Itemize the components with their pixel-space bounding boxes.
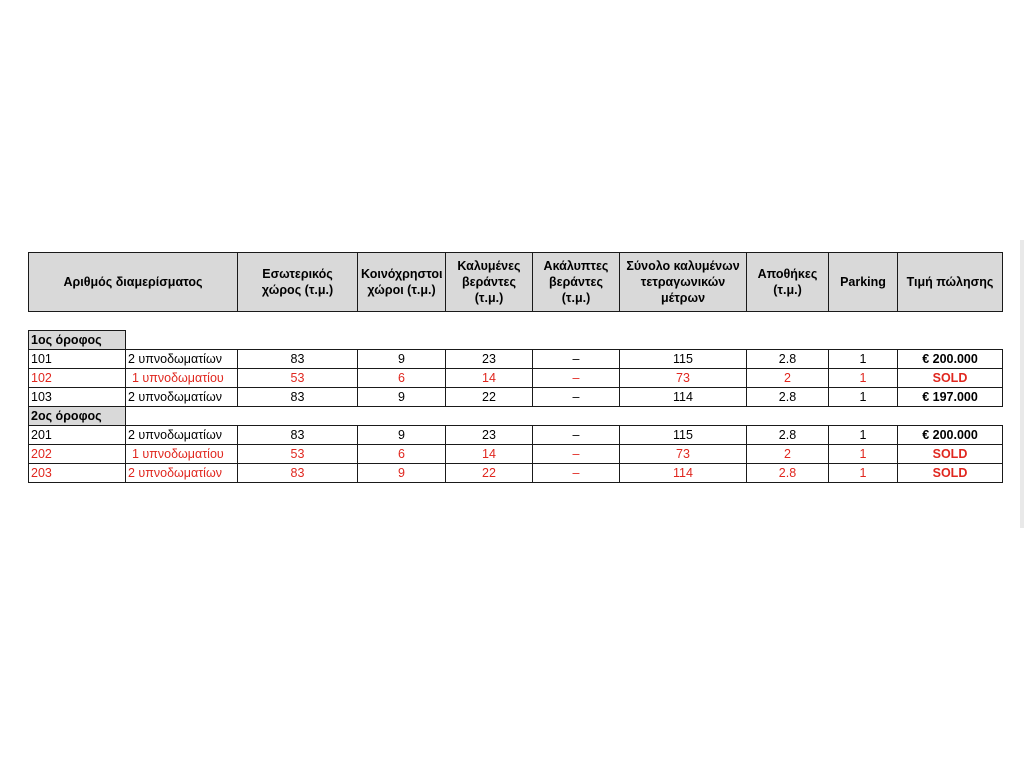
sale-price-cell: SOLD [898,445,1003,464]
parking-count-cell: 1 [829,388,898,407]
floor-label: 1ος όροφος [29,331,126,350]
floor-label: 2ος όροφος [29,407,126,426]
sale-price-cell: SOLD [898,464,1003,483]
header-total-covered: Σύνολο καλυμένων τετραγωνικών μέτρων [620,253,747,312]
apartment-number-cell: 102 [29,369,126,388]
open-veranda-cell: – [533,464,620,483]
table-header-row [29,253,1003,312]
storage-area-cell: 2.8 [747,426,829,445]
common-area-cell: 9 [358,464,446,483]
table-row [29,350,1003,369]
apartment-type-cell: 1 υπνοδωματίου [126,369,238,388]
table-row [29,464,1003,483]
interior-area-cell: 53 [238,369,358,388]
header-apartment-no: Αριθμός διαμερίσματος [29,253,238,312]
common-area-cell: 9 [358,426,446,445]
sale-price-cell: € 200.000 [898,350,1003,369]
storage-area-cell: 2.8 [747,388,829,407]
storage-area-cell: 2.8 [747,464,829,483]
apartments-price-table [28,252,1003,483]
table-row [29,388,1003,407]
apartment-number-cell: 201 [29,426,126,445]
open-veranda-cell: – [533,426,620,445]
common-area-cell: 9 [358,388,446,407]
header-price: Τιμή πώλησης [898,253,1003,312]
open-veranda-cell: – [533,350,620,369]
common-area-cell: 6 [358,369,446,388]
total-covered-cell: 73 [620,445,747,464]
covered-veranda-cell: 23 [446,426,533,445]
spacer-row [29,312,1003,331]
table-body [29,312,1003,483]
apartment-number-cell: 202 [29,445,126,464]
interior-area-cell: 83 [238,350,358,369]
sale-price-cell: € 200.000 [898,426,1003,445]
covered-veranda-cell: 23 [446,350,533,369]
sale-price-cell: SOLD [898,369,1003,388]
interior-area-cell: 53 [238,445,358,464]
covered-veranda-cell: 22 [446,388,533,407]
open-veranda-cell: – [533,388,620,407]
open-veranda-cell: – [533,369,620,388]
apartment-type-cell: 1 υπνοδωματίου [126,445,238,464]
apartment-number-cell: 203 [29,464,126,483]
covered-veranda-cell: 14 [446,369,533,388]
apartment-number-cell: 103 [29,388,126,407]
interior-area-cell: 83 [238,388,358,407]
floor-row [29,331,1003,350]
sale-price-cell: € 197.000 [898,388,1003,407]
header-storage: Αποθήκες (τ.μ.) [747,253,829,312]
header-parking: Parking [829,253,898,312]
apartment-type-cell: 2 υπνοδωματίων [126,350,238,369]
storage-area-cell: 2.8 [747,350,829,369]
common-area-cell: 6 [358,445,446,464]
covered-veranda-cell: 14 [446,445,533,464]
table-row [29,445,1003,464]
parking-count-cell: 1 [829,445,898,464]
parking-count-cell: 1 [829,464,898,483]
total-covered-cell: 115 [620,350,747,369]
header-covered-verandas: Καλυμένες βεράντες (τ.μ.) [446,253,533,312]
total-covered-cell: 114 [620,388,747,407]
header-interior: Εσωτερικός χώρος (τ.μ.) [238,253,358,312]
interior-area-cell: 83 [238,464,358,483]
total-covered-cell: 115 [620,426,747,445]
storage-area-cell: 2 [747,369,829,388]
header-open-verandas: Ακάλυπτες βεράντες (τ.μ.) [533,253,620,312]
covered-veranda-cell: 22 [446,464,533,483]
table-row [29,369,1003,388]
parking-count-cell: 1 [829,350,898,369]
parking-count-cell: 1 [829,369,898,388]
open-veranda-cell: – [533,445,620,464]
header-common-areas: Κοινόχρηστοι χώροι (τ.μ.) [358,253,446,312]
floor-row [29,407,1003,426]
apartment-type-cell: 2 υπνοδωματίων [126,464,238,483]
total-covered-cell: 73 [620,369,747,388]
parking-count-cell: 1 [829,426,898,445]
floor-blank-cell [126,407,1003,426]
apartment-number-cell: 101 [29,350,126,369]
apartment-type-cell: 2 υπνοδωματίων [126,426,238,445]
apartment-type-cell: 2 υπνοδωματίων [126,388,238,407]
table-row [29,426,1003,445]
common-area-cell: 9 [358,350,446,369]
storage-area-cell: 2 [747,445,829,464]
total-covered-cell: 114 [620,464,747,483]
interior-area-cell: 83 [238,426,358,445]
floor-blank-cell [126,331,1003,350]
page-edge-shadow [1020,240,1024,528]
